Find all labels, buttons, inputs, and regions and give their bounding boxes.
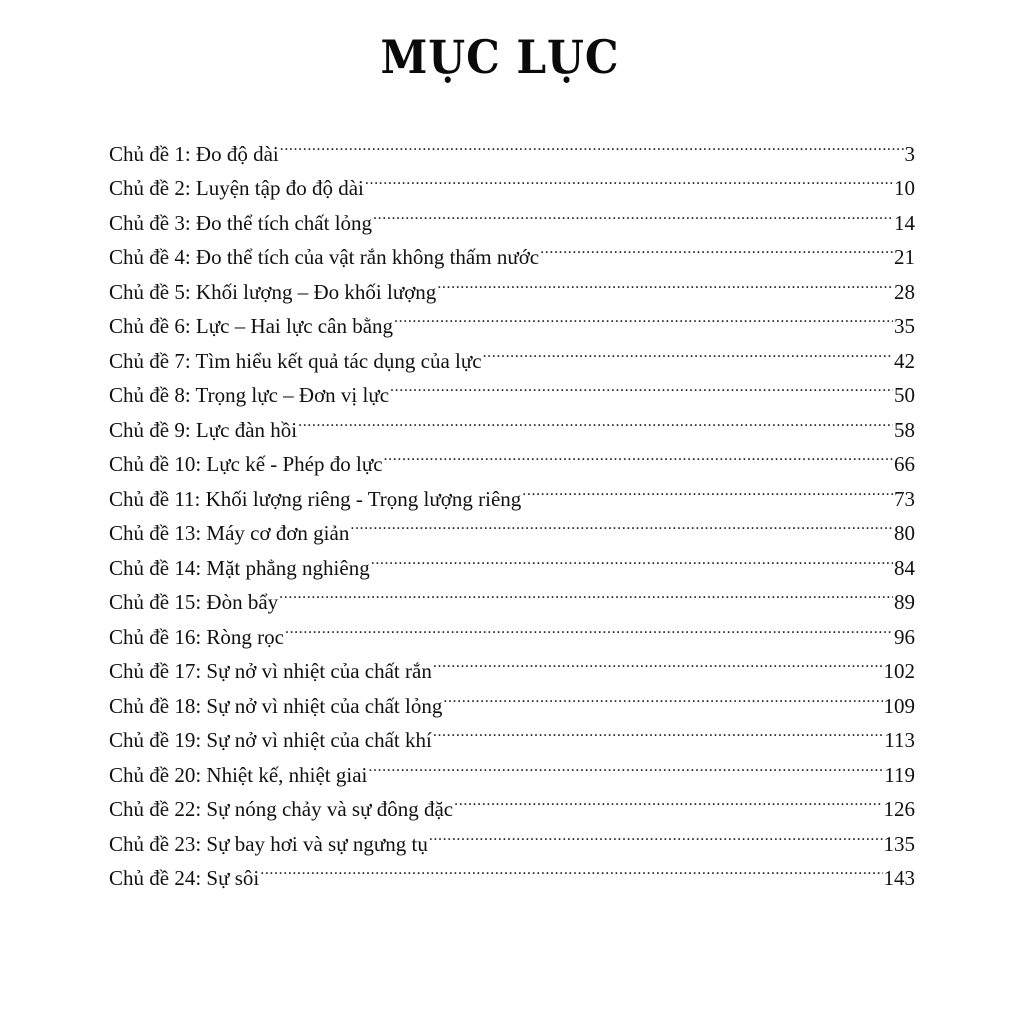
toc-entry-label: Chủ đề 16: Ròng rọc: [109, 624, 284, 649]
toc-entry-label: Chủ đề 8: Trọng lực – Đơn vị lực: [109, 383, 390, 407]
toc-dot-leader: [390, 368, 893, 403]
toc-entry-page-number: 14: [894, 210, 915, 235]
toc-dot-leader: [260, 851, 882, 886]
toc-entry-page-number: 42: [894, 348, 915, 373]
toc-dot-leader: [437, 264, 893, 299]
toc-entry-label: Chủ đề 18: Sự nở vì nhiệt của chất lỏng: [109, 693, 443, 718]
toc-dot-leader: [368, 747, 883, 782]
toc-entry-page-number: 89: [894, 590, 915, 614]
toc-dot-leader: [522, 471, 893, 506]
toc-entry-page-number: 96: [894, 624, 915, 649]
toc-entry-label: Chủ đề 14: Mặt phẳng nghiêng: [109, 555, 370, 580]
toc-entry-label: Chủ đề 19: Sự nở vì nhiệt của chất khí: [109, 728, 432, 752]
toc-entry-label: Chủ đề 23: Sự bay hơi và sự ngưng tụ: [109, 831, 428, 856]
toc-entry-label: Chủ đề 10: Lực kế - Phép đo lực: [109, 452, 383, 476]
toc-entry-label: Chủ đề 22: Sự nóng chảy và sự đông đặc: [109, 797, 454, 821]
toc-dot-leader: [365, 161, 893, 196]
toc-entry-page-number: 28: [894, 279, 915, 304]
toc-entry-label: Chủ đề 1: Đo độ dài: [109, 141, 279, 166]
page-title: MỤC LỤC: [380, 29, 620, 84]
toc-dot-leader: [371, 540, 893, 575]
toc-dot-leader: [280, 126, 904, 161]
toc-entry-page-number: 113: [884, 728, 915, 752]
table-of-contents: [109, 126, 915, 890]
toc-entry-page-number: 50: [894, 383, 915, 407]
toc-entry-page-number: 135: [883, 831, 915, 856]
toc-dot-leader: [350, 506, 893, 541]
toc-entry-page-number: 58: [894, 417, 915, 442]
toc-entry-page-number: 119: [884, 762, 915, 787]
toc-entry-label: Chủ đề 13: Máy cơ đơn giản: [109, 521, 350, 545]
toc-entry-page-number: 21: [894, 245, 915, 269]
toc-entry-page-number: 126: [883, 797, 915, 821]
toc-entry-page-number: 102: [883, 659, 915, 683]
toc-entry: [109, 126, 915, 166]
toc-dot-leader: [298, 402, 893, 437]
toc-dot-leader: [443, 678, 882, 713]
toc-entry-label: Chủ đề 6: Lực – Hai lực cân bằng: [109, 314, 394, 338]
toc-entry-label: Chủ đề 15: Đòn bẩy: [109, 590, 279, 614]
toc-entry-page-number: 10: [894, 176, 915, 200]
toc-dot-leader: [373, 195, 893, 230]
toc-dot-leader: [433, 713, 883, 748]
toc-dot-leader: [429, 816, 883, 851]
toc-entry-page-number: 84: [894, 555, 915, 580]
toc-entry-label: Chủ đề 24: Sự sôi: [109, 866, 260, 890]
toc-entry-label: Chủ đề 7: Tìm hiểu kết quả tác dụng của lực: [109, 348, 482, 373]
toc-entry-label: Chủ đề 3: Đo thể tích chất lỏng: [109, 210, 373, 235]
toc-entry-page-number: 109: [883, 693, 915, 718]
toc-entry-page-number: 3: [904, 141, 915, 166]
toc-entry-label: Chủ đề 9: Lực đàn hồi: [109, 417, 298, 442]
toc-dot-leader: [279, 575, 893, 610]
toc-dot-leader: [454, 782, 882, 817]
toc-entry-page-number: 143: [883, 866, 915, 890]
toc-entry-label: Chủ đề 11: Khối lượng riêng - Trọng lượng riêng: [109, 486, 522, 511]
toc-dot-leader: [540, 230, 893, 265]
toc-entry-page-number: 80: [894, 521, 915, 545]
toc-dot-leader: [384, 437, 893, 472]
toc-entry-label: Chủ đề 2: Luyện tập đo độ dài: [109, 176, 364, 200]
toc-entry-page-number: 35: [894, 314, 915, 338]
toc-entry-label: Chủ đề 20: Nhiệt kế, nhiệt giai: [109, 762, 368, 787]
toc-dot-leader: [433, 644, 883, 679]
toc-entry-page-number: 66: [894, 452, 915, 476]
toc-entry-label: Chủ đề 17: Sự nở vì nhiệt của chất rắn: [109, 659, 432, 683]
toc-entry-page-number: 73: [894, 486, 915, 511]
toc-dot-leader: [285, 609, 893, 644]
toc-entry-label: Chủ đề 4: Đo thể tích của vật rắn không thấm nước: [109, 245, 540, 269]
toc-dot-leader: [483, 333, 893, 368]
toc-dot-leader: [394, 299, 893, 334]
toc-entry-label: Chủ đề 5: Khối lượng – Đo khối lượng: [109, 279, 437, 304]
